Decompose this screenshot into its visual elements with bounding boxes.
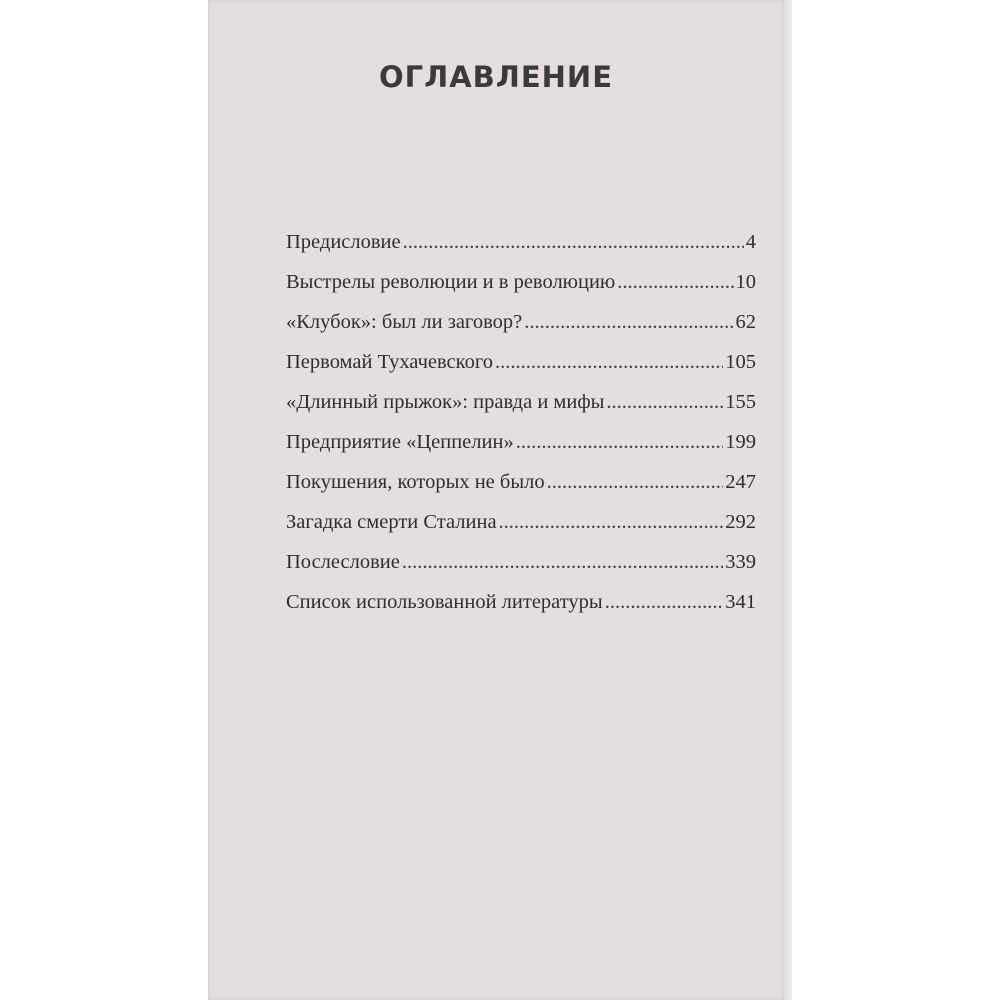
- toc-entry-page: 341: [725, 591, 756, 613]
- toc-entry-title: «Длинный прыжок»: правда и мифы: [286, 391, 605, 413]
- dot-leader: [403, 231, 744, 254]
- dot-leader: [606, 391, 723, 414]
- page-title: ОГЛАВЛЕНИЕ: [378, 60, 613, 94]
- toc-entry-page: 62: [735, 311, 756, 333]
- toc-entry: [286, 591, 756, 631]
- dot-leader: [499, 511, 724, 534]
- toc-entry: [286, 271, 756, 311]
- toc-entry: [286, 511, 756, 551]
- toc-entry-page: 292: [725, 511, 756, 533]
- toc-entry-title: Список использованной литературы: [286, 591, 603, 613]
- toc-entry: [286, 231, 756, 271]
- dot-leader: [524, 311, 733, 334]
- toc-entry: [286, 391, 756, 431]
- toc-entry-title: Первомай Тухачевского: [286, 351, 493, 373]
- toc-entry-page: 339: [725, 551, 756, 573]
- toc-entry-page: 155: [725, 391, 756, 413]
- toc-entry-page: 247: [725, 471, 756, 493]
- toc-entry-page: 105: [725, 351, 756, 373]
- toc-entry: [286, 471, 756, 511]
- toc-entry-title: Покушения, которых не было: [286, 471, 545, 493]
- toc-entry-title: «Клубок»: был ли заговор?: [286, 311, 523, 333]
- dot-leader: [516, 431, 724, 454]
- toc-entry: [286, 351, 756, 391]
- dot-leader: [495, 351, 723, 374]
- page-edge: [784, 0, 792, 1000]
- toc-entry-page: 199: [725, 431, 756, 453]
- toc-entry: [286, 551, 756, 591]
- toc-entry: [286, 311, 756, 351]
- dot-leader: [617, 271, 733, 294]
- toc-entry-title: Предприятие «Цеппелин»: [286, 431, 514, 453]
- toc-entry: [286, 431, 756, 471]
- toc-entry-page: 4: [745, 231, 756, 253]
- dot-leader: [402, 551, 723, 574]
- table-of-contents: [286, 231, 756, 631]
- toc-entry-page: 10: [735, 271, 756, 293]
- toc-entry-title: Послесловие: [286, 551, 400, 573]
- toc-entry-title: Предисловие: [286, 231, 401, 253]
- toc-entry-title: Загадка смерти Сталина: [286, 511, 497, 533]
- dot-leader: [605, 591, 724, 614]
- dot-leader: [547, 471, 724, 494]
- toc-entry-title: Выстрелы революции и в революцию: [286, 271, 616, 293]
